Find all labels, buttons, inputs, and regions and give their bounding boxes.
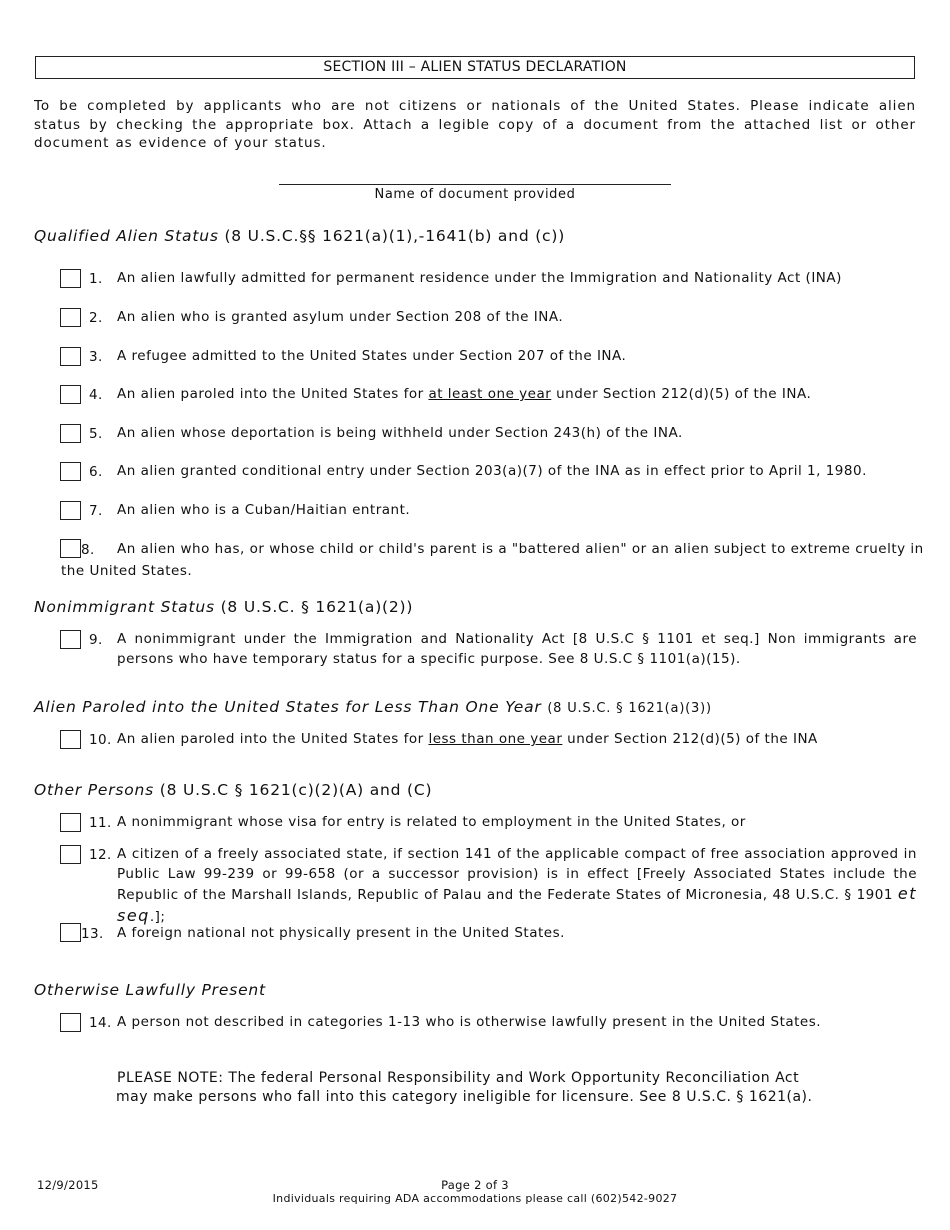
heading-other-label: Other Persons <box>34 781 155 799</box>
item-4-number: 4. <box>89 387 103 403</box>
item-6-text: An alien granted conditional entry under Section 203(a)(7) of the INA as in effect prior to April 1, 1980. <box>117 463 867 479</box>
checkbox-item-4[interactable] <box>60 385 81 404</box>
heading-qualified-label: Qualified Alien Status <box>34 227 219 245</box>
item-10-text-post: under Section 212(d)(5) of the INA <box>562 731 818 747</box>
intro-instructions: To be completed by applicants who are not citizens or nationals of the United States. Please indicate alien status by checking the appropriate box. Attach a legible copy of a document from the attached list or other document as evidence of your status. <box>34 98 916 151</box>
item-4-text-pre: An alien paroled into the United States for <box>117 386 429 402</box>
item-8-text-line1: An alien who has, or whose child or child's parent is a "battered alien" or an alien subject to extreme cruelty in <box>117 541 924 557</box>
item-10-emphasis: less than one year <box>428 731 563 747</box>
item-4-emphasis: at least one year <box>428 386 552 402</box>
checkbox-item-5[interactable] <box>60 424 81 443</box>
item-5-number: 5. <box>89 426 103 442</box>
item-7-text: An alien who is a Cuban/Haitian entrant. <box>117 502 411 518</box>
section-title: SECTION III – ALIEN STATUS DECLARATION <box>35 56 915 79</box>
item-12-text-main: A citizen of a freely associated state, if section 141 of the applicable compact of free association approved in Public Law 99-239 or 99-658 (or a successor provision) is in effect [Freely Associated States include the Republic of the Marshall Islands, Republic of Palau and the Federate States of Micronesia, 48 U.S.C. § 1901 <box>117 846 917 903</box>
heading-qualified-cite: (8 U.S.C.§§ 1621(a)(1),-1641(b) and (c)) <box>224 227 566 245</box>
footer-ada-notice: Individuals requiring ADA accommodations please call (602)542-9027 <box>272 1192 678 1205</box>
item-1-text: An alien lawfully admitted for permanent residence under the Immigration and Nationality Act (INA) <box>117 270 842 286</box>
item-8-number: 8. <box>81 542 95 558</box>
item-3-number: 3. <box>89 349 103 365</box>
checkbox-item-13[interactable] <box>60 923 81 942</box>
checkbox-item-7[interactable] <box>60 501 81 520</box>
item-5-text: An alien whose deportation is being withheld under Section 243(h) of the INA. <box>117 425 683 441</box>
checkbox-item-6[interactable] <box>60 462 81 481</box>
item-13-number: 13. <box>81 926 104 942</box>
item-10-text <box>117 730 818 750</box>
item-10-number: 10. <box>89 732 112 748</box>
heading-qualified-alien <box>34 227 565 245</box>
footer-page-number: Page 2 of 3 <box>441 1178 509 1192</box>
item-13-text: A foreign national not physically present in the United States. <box>117 925 565 941</box>
item-2-text: An alien who is granted asylum under Section 208 of the INA. <box>117 309 564 325</box>
heading-lawfully-present <box>34 981 266 999</box>
item-9-number: 9. <box>89 632 103 648</box>
item-2-number: 2. <box>89 310 103 326</box>
checkbox-item-8[interactable] <box>60 539 81 558</box>
item-1-number: 1. <box>89 271 103 287</box>
item-10-text-pre: An alien paroled into the United States for <box>117 731 429 747</box>
item-6-number: 6. <box>89 464 103 480</box>
checkbox-item-1[interactable] <box>60 269 81 288</box>
item-4-text <box>117 385 811 405</box>
document-name-line[interactable] <box>279 184 671 185</box>
checkbox-item-14[interactable] <box>60 1013 81 1032</box>
heading-paroled-cite: (8 U.S.C. § 1621(a)(3)) <box>547 701 712 716</box>
item-12-number: 12. <box>89 847 112 863</box>
heading-lawful-label: Otherwise Lawfully Present <box>34 981 266 999</box>
heading-other-cite: (8 U.S.C § 1621(c)(2)(A) and (C) <box>159 781 433 799</box>
heading-other-persons <box>34 781 432 799</box>
item-11-number: 11. <box>89 815 112 831</box>
heading-paroled <box>34 698 712 716</box>
item-8-text-line2: the United States. <box>61 563 193 579</box>
checkbox-item-10[interactable] <box>60 730 81 749</box>
item-12-text <box>117 845 917 927</box>
heading-paroled-label: Alien Paroled into the United States for Less Than One Year <box>34 698 542 716</box>
checkbox-item-12[interactable] <box>60 845 81 864</box>
item-14-number: 14. <box>89 1015 112 1031</box>
please-note-line2: may make persons who fall into this category ineligible for licensure. See 8 U.S.C. § 1621(a). <box>116 1089 813 1105</box>
item-3-text: A refugee admitted to the United States under Section 207 of the INA. <box>117 348 627 364</box>
item-9-text: A nonimmigrant under the Immigration and Nationality Act [8 U.S.C § 1101 et seq.] Non immigrants are persons who have temporary status for a specific purpose. See 8 U.S.C § 1101(a)(15). <box>117 631 917 667</box>
checkbox-item-3[interactable] <box>60 347 81 366</box>
item-4-text-post: under Section 212(d)(5) of the INA. <box>551 386 812 402</box>
document-name-label: Name of document provided <box>374 187 576 202</box>
checkbox-item-11[interactable] <box>60 813 81 832</box>
item-12-text-post: .]; <box>149 908 166 925</box>
footer-date: 12/9/2015 <box>37 1178 99 1192</box>
checkbox-item-9[interactable] <box>60 630 81 649</box>
item-11-text: A nonimmigrant whose visa for entry is related to employment in the United States, or <box>117 814 746 830</box>
heading-nonimmigrant <box>34 598 413 616</box>
item-12-emphasis: et seq <box>117 884 917 925</box>
heading-nonimmigrant-label: Nonimmigrant Status <box>34 598 215 616</box>
checkbox-item-2[interactable] <box>60 308 81 327</box>
item-7-number: 7. <box>89 503 103 519</box>
heading-nonimmigrant-cite: (8 U.S.C. § 1621(a)(2)) <box>220 598 414 616</box>
please-note-line1: PLEASE NOTE: The federal Personal Responsibility and Work Opportunity Reconciliation Act <box>117 1070 800 1086</box>
item-14-text: A person not described in categories 1-13 who is otherwise lawfully present in the United States. <box>117 1014 822 1030</box>
